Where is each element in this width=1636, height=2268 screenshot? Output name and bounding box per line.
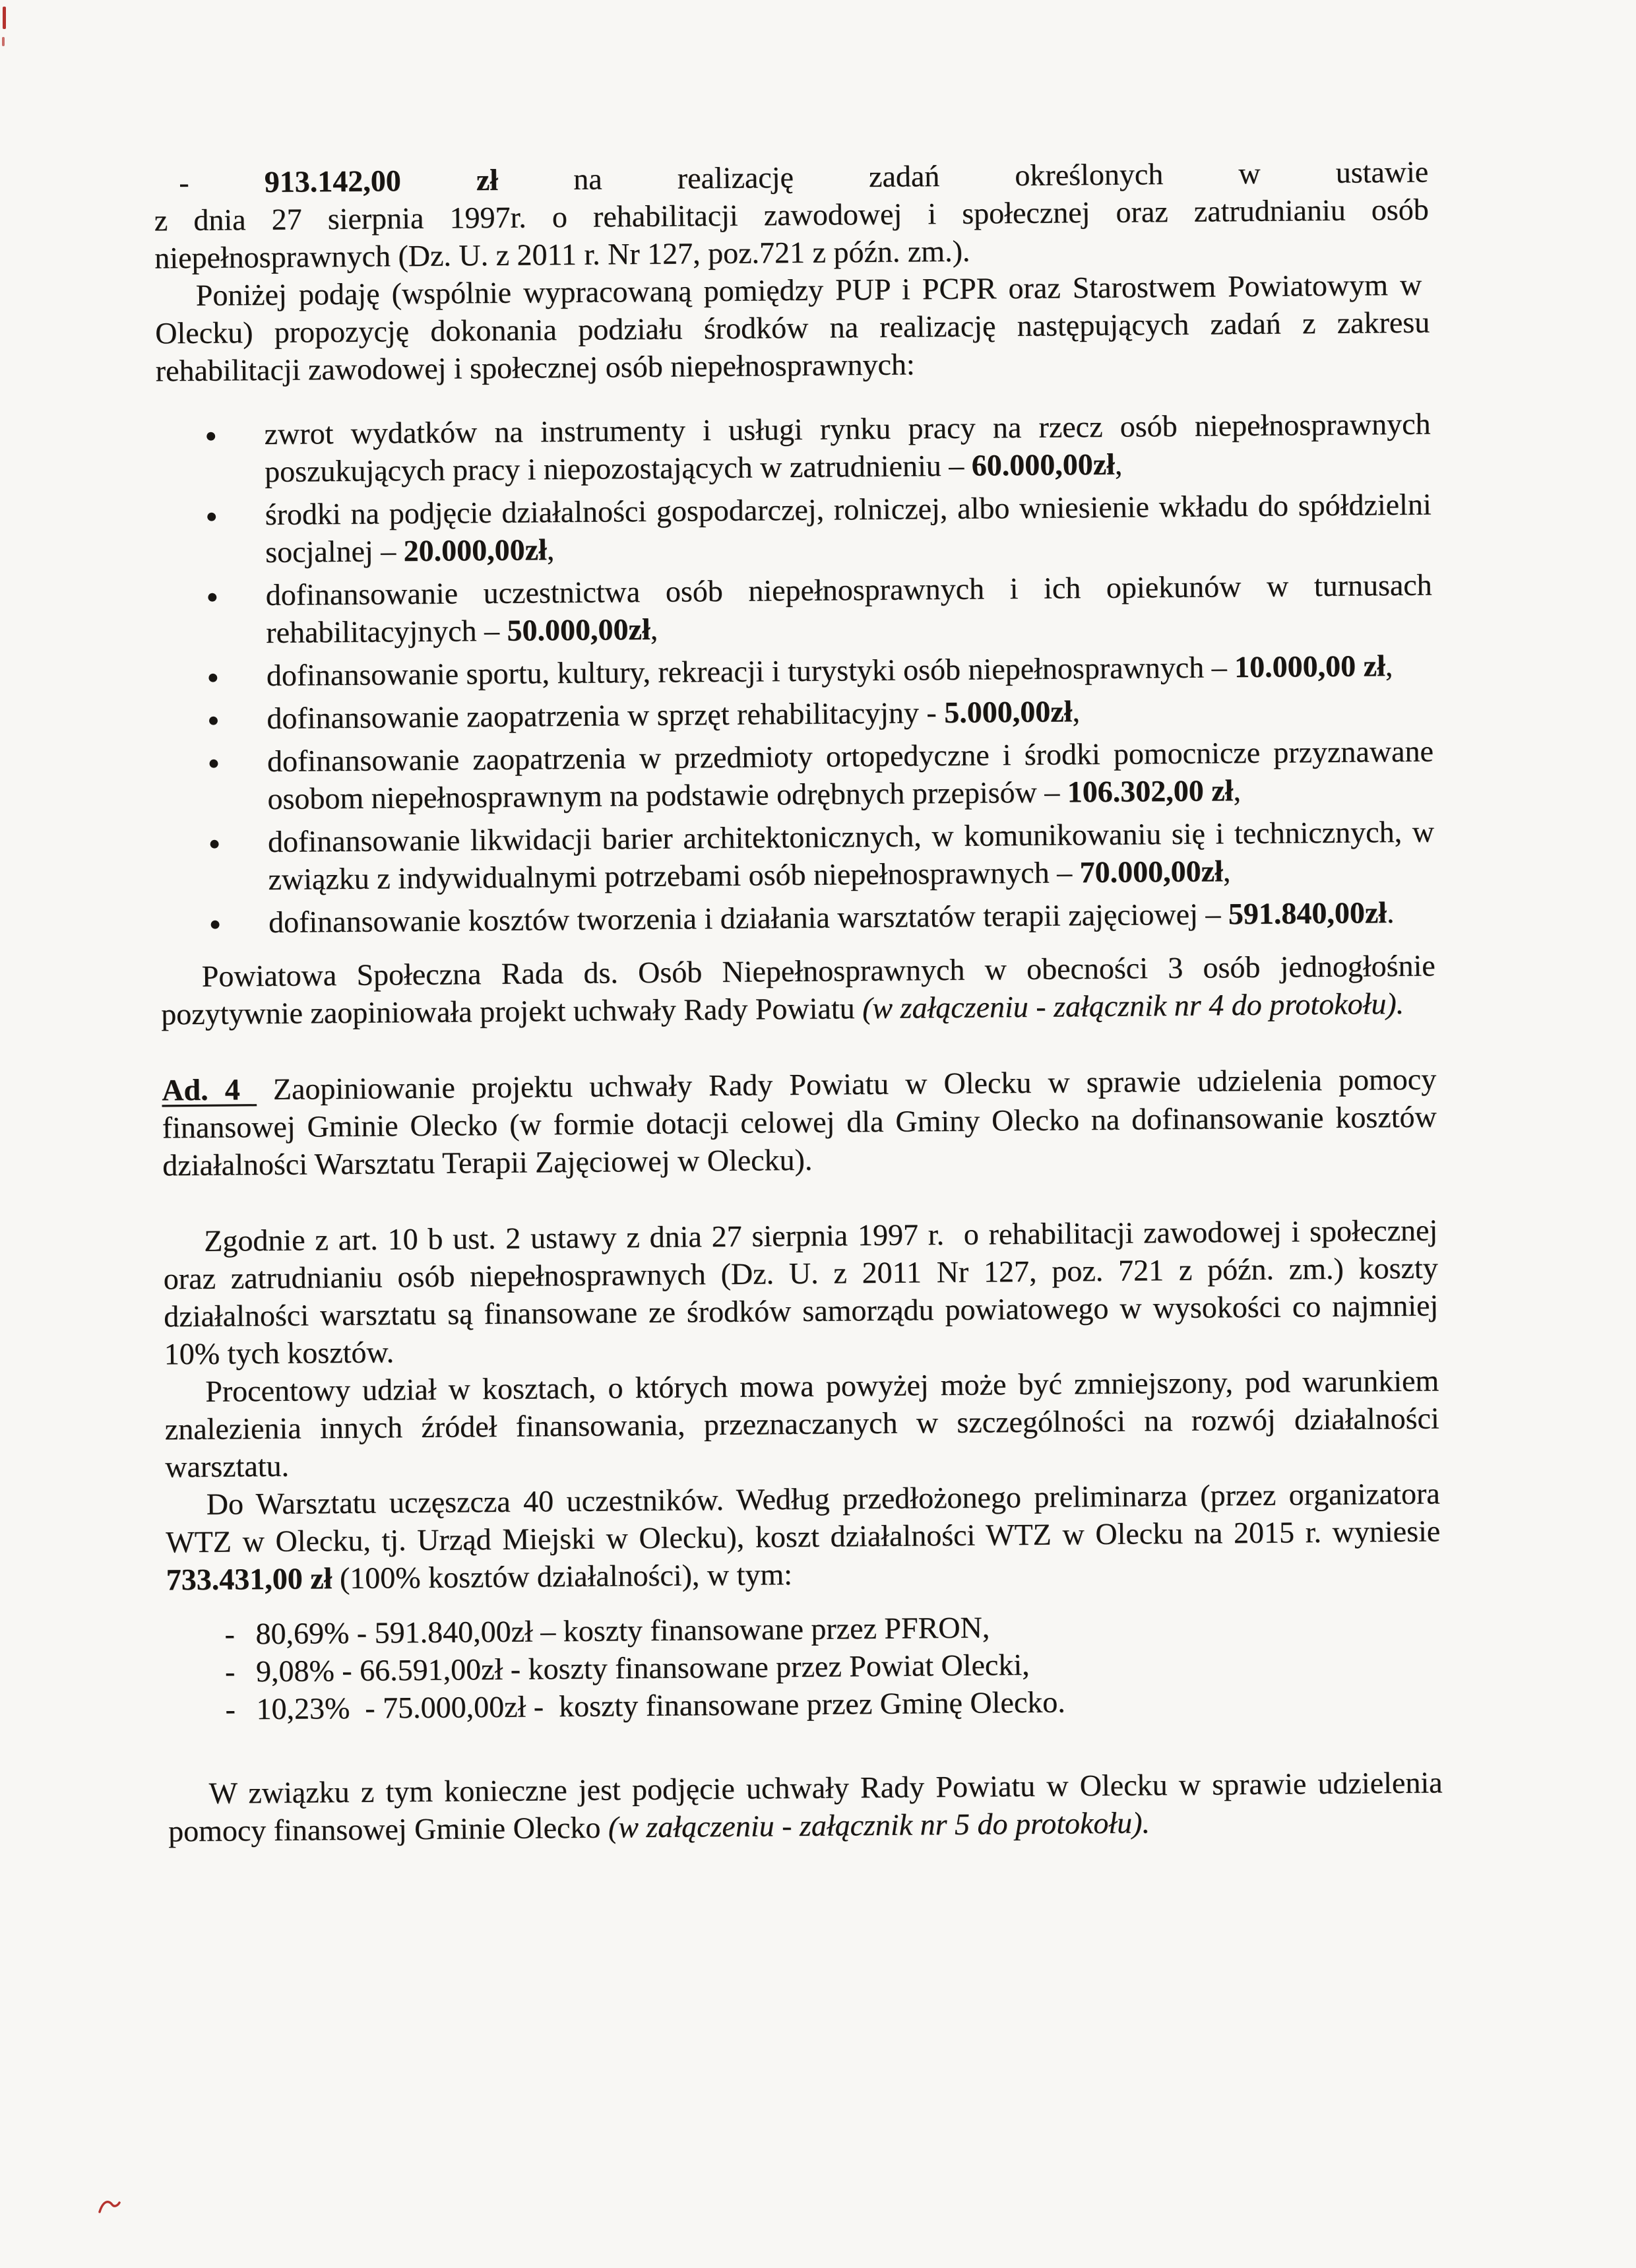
text-run: (w załączeniu - załącznik nr 4 do protokołu). bbox=[862, 986, 1404, 1025]
text-run: z dnia 27 sierpnia 1997r. o rehabilitacji zawodowej i społecznej oraz zatrudnianiu osób niepełnosprawnych (Dz. U. z 2011 r. Nr 127, poz.721 z późn. zm.). bbox=[154, 192, 1429, 275]
scan-artifact-red-tick bbox=[3, 7, 6, 29]
text-run: , bbox=[1222, 854, 1231, 888]
text-run: 20.000,00zł bbox=[403, 533, 548, 568]
text-run: 10,23% - 75.000,00zł - koszty finansowane przez Gminę Olecko. bbox=[256, 1685, 1065, 1726]
text-run: 10.000,00 zł bbox=[1234, 649, 1386, 684]
text-run: Powiatowa Społeczna Rada ds. Osób Niepełnosprawnych w obecności 3 osób jednogłośnie pozytywnie zaopiniowała projekt uchwały Rady Powiatu bbox=[161, 948, 1435, 1031]
text-run: – bbox=[1056, 855, 1080, 890]
text-run: (w załączeniu - załącznik nr 5 do protokołu). bbox=[608, 1805, 1150, 1844]
text-run: Zgodnie z art. 10 b ust. 2 ustawy z dnia 27 sierpnia 1997 r. o rehabilitacji zawodowej i społecznej oraz zatrudnianiu osób niepełnosprawnych (Dz. U. z 2011 Nr 127, poz. 721 z późn. zm.) koszty działalności warsztatu są finansowane ze środków samorządu powiatowego w wysokości co najmniej 10% tych kosztów. bbox=[163, 1213, 1439, 1371]
text-run: dofinansowanie sportu, kultury, rekreacji i turystyki osób niepełnosprawnych bbox=[266, 650, 1212, 692]
text-run: Do Warsztatu uczęszcza 40 uczestników. Według przedłożonego preliminarza (przez organizatora WTZ w Olecku, tj. Urząd Miejski w Olecku), koszt działalności WTZ w Olecku na 2015 r. wyniesie bbox=[166, 1476, 1441, 1559]
text-run: 733.431,00 zł bbox=[166, 1561, 332, 1597]
task-rehab-equipment bbox=[158, 690, 1433, 738]
text-run: Ad. 4 bbox=[162, 1072, 257, 1107]
text-run: 106.302,00 zł bbox=[1067, 773, 1234, 809]
text-run: , bbox=[1233, 773, 1242, 808]
text-run: 50.000,00zł bbox=[507, 612, 650, 647]
text-run: dofinansowanie zaopatrzenia w sprzęt rehabilitacyjny - bbox=[267, 696, 945, 735]
text-run: 60.000,00zł bbox=[971, 447, 1116, 482]
text-run: – bbox=[484, 613, 507, 648]
text-run: – bbox=[380, 534, 404, 568]
text-run: dofinansowanie kosztów tworzenia i działania warsztatów terapii zajęciowej bbox=[268, 897, 1206, 939]
text-run: Procentowy udział w kosztach, o których mowa powyżej może być zmniejszony, pod warunkiem znalezienia innych źródeł finansowania, przeznaczanych w szczególności na rozwój działalności warsztatu. bbox=[164, 1363, 1439, 1484]
text-run: dofinansowanie uczestnictwa osób niepełnosprawnych i ich opiekunów w turnusach rehabilitacyjnych bbox=[265, 567, 1432, 649]
text-run: - bbox=[179, 164, 265, 200]
text-run: , bbox=[650, 612, 658, 646]
scan-artifact-red-tick-small bbox=[2, 37, 5, 46]
text-run: – bbox=[1205, 897, 1229, 931]
text-run: , bbox=[1385, 649, 1393, 683]
text-run: . bbox=[1386, 895, 1395, 930]
text-run: 70.000,00zł bbox=[1079, 854, 1224, 890]
task-barrier-removal bbox=[160, 813, 1435, 899]
text-run: 913.142,00 zł bbox=[264, 162, 499, 199]
intro-paragraph bbox=[155, 266, 1430, 390]
allocation-total-continuation bbox=[154, 191, 1430, 277]
task-occupational-therapy-workshops bbox=[160, 893, 1435, 942]
text-run: dofinansowanie zaopatrzenia w przedmioty ortopedyczne i środki pomocnicze przyznawane osobom niepełnosprawnym na podstawie odrębnych przepisów bbox=[267, 734, 1434, 816]
text-run: środki na podjęcie działalności gospodarczej, rolniczej, albo wniesienie wkładu do spółdzielni socjalnej bbox=[265, 487, 1432, 569]
task-rehab-camps bbox=[157, 566, 1432, 653]
text-run: 591.840,00zł bbox=[1228, 895, 1387, 931]
task-business-startup-funds bbox=[156, 486, 1432, 572]
text-run: Zaopiniowanie projektu uchwały Rady Powiatu w Olecku w sprawie udzielenia pomocy finansowej Gminie Olecko (w formie dotacji celowej dla Gminy Olecko na dofinansowanie kosztów działalności Warsztatu Terapii Zajęciowej w Olecku). bbox=[162, 1062, 1437, 1183]
workshop-costs-paragraph bbox=[166, 1474, 1441, 1598]
text-run: zwrot wydatków na instrumenty i usługi rynku pracy na rzecz osób niepełnosprawnych poszukujących pracy i niepozostających w zatrudnieniu bbox=[264, 406, 1431, 488]
text-run: 5.000,00zł bbox=[944, 694, 1073, 730]
ad4-heading-paragraph bbox=[162, 1060, 1437, 1184]
text-run: , bbox=[546, 533, 555, 567]
task-sport-culture bbox=[158, 647, 1433, 696]
text-run: 80,69% - 591.840,00zł – koszty finansowane przez PFRON, bbox=[255, 1610, 990, 1651]
task-orthopedic-items bbox=[159, 732, 1434, 819]
text-run: , bbox=[1072, 694, 1081, 729]
text-run: , bbox=[1114, 447, 1123, 481]
text-run: dofinansowanie likwidacji barier architektonicznych, w komunikowaniu się i technicznych, w związku z indywidualnymi potrzebami osób niepełnosprawnych bbox=[267, 814, 1435, 896]
text-run: – bbox=[1044, 775, 1067, 809]
document-content bbox=[154, 153, 1443, 1850]
text-run: 9,08% - 66.591,00zł - koszty finansowane przez Powiat Olecki, bbox=[255, 1647, 1030, 1689]
scan-artifact-red-squiggle bbox=[98, 2197, 121, 2216]
text-run: na realizację zadań określonych w ustawie bbox=[497, 154, 1429, 197]
text-run: – bbox=[949, 448, 972, 482]
task-labor-market-instruments bbox=[156, 405, 1431, 492]
text-run: – bbox=[1211, 650, 1235, 684]
text-run: Poniżej podaję (wspólnie wypracowaną pomiędzy PUP i PCPR oraz Starostwem Powiatowym w Olecku) propozycję dokonania podziału środków na realizację następujących zadań z zakresu rehabilitacji zawodowej i społecznej osób niepełnosprawnych: bbox=[155, 267, 1430, 388]
conclusion-paragraph bbox=[168, 1763, 1443, 1850]
percentage-share-paragraph bbox=[164, 1362, 1439, 1486]
council-opinion-paragraph bbox=[161, 947, 1436, 1033]
legal-basis-paragraph bbox=[163, 1212, 1439, 1373]
text-run: (100% kosztów działalności), w tym: bbox=[332, 1557, 793, 1596]
text-run: W związku z tym konieczne jest podjęcie uchwały Rady Powiatu w Olecku w sprawie udzielenia pomocy finansowej Gminie Olecko bbox=[168, 1765, 1443, 1848]
